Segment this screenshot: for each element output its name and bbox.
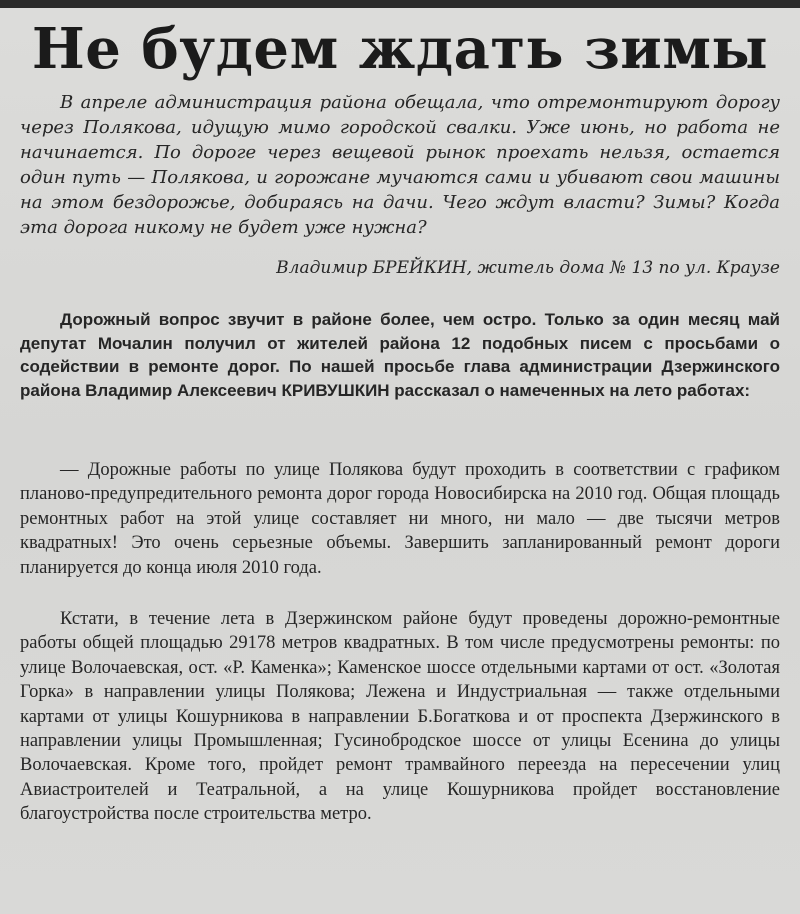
reader-letter: В апреле администрация района обещала, что отремонтируют дорогу через Полякова, идущую мимо городской свалки. Уже июнь, но работа не начинается. По дороге через вещевой рынок проехать нельзя, остается один путь — Полякова, и горожане мучаются сами и убивают свои машины на этом бездорожье, добираясь на дачи. Чего ждут власти? Зимы? Когда эта дорога никому не будет уже нужна? [20,92,780,238]
body-paragraph: — Дорожные работы по улице Полякова будут проходить в соответствии с графиком планово-предупредительного ремонта дорог города Новосибирска на 2010 год. Общая площадь ремонтных работ на этой улице составляет ни много, ни мало — две тысячи метров квадратных! Это очень серьезные объемы. Завершить запланированный ремонт дороги планируется до конца июля 2010 года. [20,460,780,578]
article-title: Не будем ждать зимы [31,16,769,82]
editorial-intro: Дорожный вопрос звучит в районе более, чем остро. Только за один месяц май депутат Мочалин получил от жителей района 12 подобных писем с просьбами о содействии в ремонте дорог. По нашей просьбе глава администрации Дзержинского района Владимир Алексеевич КРИВУШКИН рассказал о намеченных на лето работах: [20,310,780,400]
letter-signature: Владимир БРЕЙКИН, житель дома № 13 по ул. Краузе [276,258,780,278]
top-rule [0,0,800,8]
body-paragraph: Кстати, в течение лета в Дзержинском районе будут проведены дорожно-ремонтные работы общей площадью 29178 метров квадратных. В том числе предусмотрены ремонты: по улице Волочаевская, ост. «Р. Каменка»; Каменское шоссе отдельными картами от ост. «Золотая Горка» в направлении улицы Полякова; Лежена и Индустриальная — также отдельными картами от улицы Кошурникова в направлении Б.Богаткова и от проспекта Дзержинского в направлении улицы Промышленная; Гусинобродское шоссе от улицы Есенина до улицы Волочаевская. Кроме того, пройдет ремонт трамвайного переезда на пересечении улиц Авиастроителей и Театральной, а на улице Кошурникова пройдет восстановление благоустройства после строительства метро. [20,609,780,825]
